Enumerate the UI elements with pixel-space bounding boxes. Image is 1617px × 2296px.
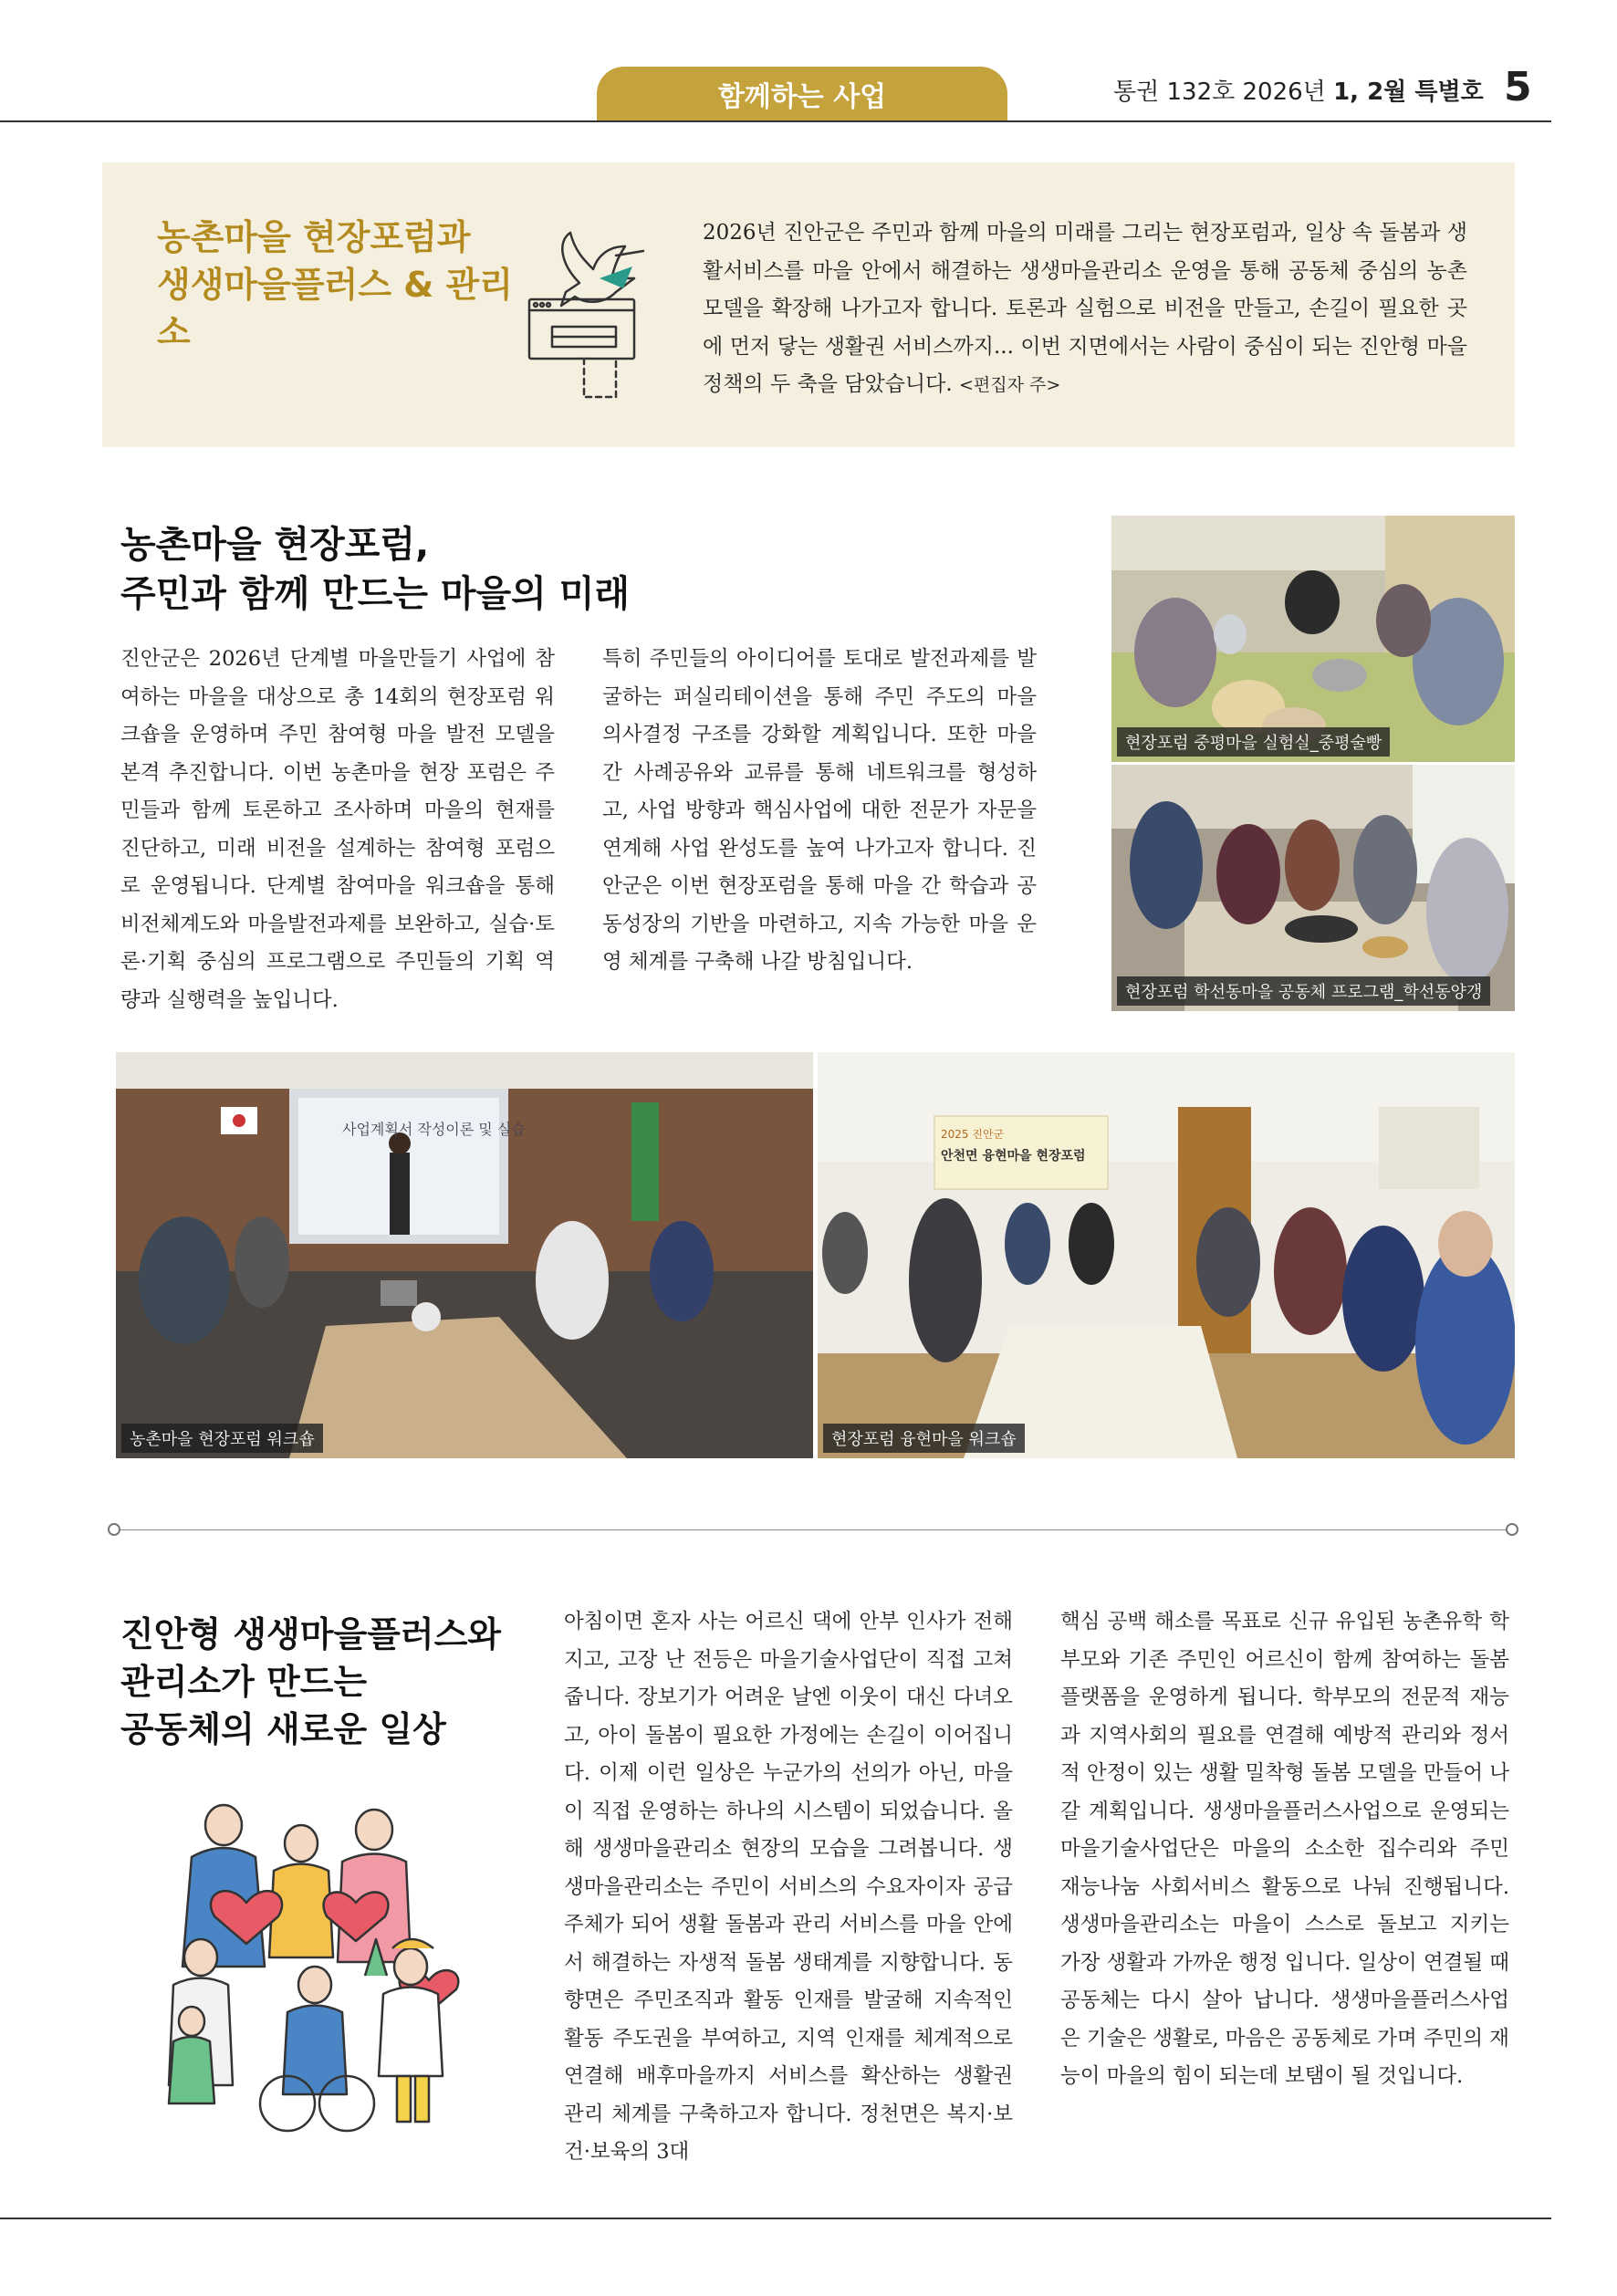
dove-ballot-icon xyxy=(525,228,662,414)
photo-hakseondong-program xyxy=(1111,765,1515,1011)
section1-title xyxy=(120,520,631,619)
intro-title-line2: 생생마을플러스 & 관리소 xyxy=(157,265,513,352)
section-tab xyxy=(597,67,1007,121)
section2-column1: 아침이면 혼자 사는 어르신 댁에 안부 인사가 전해지고, 고장 난 전등은 마을기술사업단이 직접 고쳐줍니다. 장보기가 어려운 날엔 이웃이 대신 다녀오고, 아이 돌봄이 필요한 가정에는 손길이 이어집니다. 이제 이런 일상은 누군가의 선의가 아닌, 마을이 직접 운영하는 하나의 시스템이 되었습니다. 올해 생생마을관리소 현장의 모습을 그려봅니다. 생생마을관리소는 주민이 서비스의 수요자이자 공급 주체가 되어 생활 돌봄과 관리 서비스를 마을 안에서 해결하는 자생적 돌봄 생태계를 지향합니다. 동향면은 주민조직과 활동 인재를 발굴해 지속적인 활동 주도권을 부여하고, 지역 인재를 체계적으로 연결해 배후마을까지 서비스를 확산하는 생활권 관리 체계를 구축하고자 합니다. 정천면은 복지·보건·보육의 3대 xyxy=(564,1610,1013,2164)
photo3-caption: 농촌마을 현장포럼 워크숍 xyxy=(121,1424,323,1453)
section2-title-line2: 관리소가 만드는 xyxy=(120,1662,368,1702)
intro-text xyxy=(703,214,1467,405)
section2-column2: 핵심 공백 해소를 목표로 신규 유입된 농촌유학 학부모와 기존 주민인 어르신이 함께 참여하는 돌봄 플랫폼을 운영하게 됩니다. 학부모의 전문적 재능과 지역사회의 필요를 연결해 예방적 관리와 정서적 안정이 있는 생활 밀착형 돌봄 모델을 만들어 나갈 계획입니다. 생생마을플러스사업으로 운영되는 마을기술사업단은 마을의 소소한 집수리와 주민 재능나눔 사회서비스 활동으로 나눠 진행됩니다. 생생마을관리소는 마을이 스스로 돌보고 지키는 가장 생활과 가까운 행정 입니다. 일상이 연결될 때 공동체는 다시 살아 납니다. 생생마을플러스사업은 기술은 생활로, 마음은 공동체로 가며 주민의 재능이 마을의 힘이 되는데 보탬이 될 것입니다. xyxy=(1060,1610,1509,2088)
photo-workshop-hall xyxy=(116,1052,813,1458)
photo2-caption: 현장포럼 학선동마을 공동체 프로그램_학선동양갱 xyxy=(1117,976,1490,1006)
intro-title-line1: 농촌마을 현장포럼과 xyxy=(157,217,471,257)
header-rule xyxy=(0,120,1551,122)
section1-column2: 특히 주민들의 아이디어를 토대로 발전과제를 발굴하는 퍼실리테이션을 통해 주민 주도의 마을 의사결정 구조를 강화할 계획입니다. 또한 마을 간 사례공유와 교류를 통해 네트워크를 형성하고, 사업 방향과 핵심사업에 대한 전문가 자문을 연계해 사업 완성도를 높여 나가고자 합니다. 진안군은 이번 현장포럼을 통해 마을 간 학습과 공동성장의 기반을 마련하고, 지속 가능한 마을 운영 체계를 구축해 나갈 방침입니다. xyxy=(602,647,1037,974)
banner-text: 안천면 융현마을 현장포럼 xyxy=(941,1149,1086,1164)
issue-special: 1, 2월 특별호 xyxy=(1333,78,1484,106)
section2-title-line1: 진안형 생생마을플러스와 xyxy=(120,1614,502,1654)
editor-note: <편집자 주> xyxy=(958,375,1061,395)
issue-prefix: 통권 132호 2026년 xyxy=(1113,78,1334,106)
section1-column1: 진안군은 2026년 단계별 마을만들기 사업에 참여하는 마을을 대상으로 총 14회의 현장포럼 워크숍을 운영하며 주민 참여형 마을 발전 모델을 본격 추진합니다. 이번 농촌마을 현장 포럼은 주민들과 함께 토론하고 조사하며 마을의 현재를 진단하고, 미래 비전을 설계하는 참여형 포럼으로 운영됩니다. 단계별 참여마을 워크숍을 통해 비전체계도와 마을발전과제를 보완하고, 실습·토론·기획 중심의 프로그램으로 주민들의 기획 역량과 실행력을 높입니다. xyxy=(120,647,555,1012)
section2-title xyxy=(120,1611,522,1753)
intro-body: 2026년 진안군은 주민과 함께 마을의 미래를 그리는 현장포럼과, 일상 속 돌봄과 생활서비스를 마을 안에서 해결하는 생생마을관리소 운영을 통해 공동체 중심의 농촌 모델을 확장해 나가고자 합니다. 토론과 실험으로 비전을 만들고, 손길이 필요한 곳에 먼저 닿는 생활권 서비스까지... 이번 지면에서는 사람이 중심이 되는 진안형 마을정책의 두 축을 담았습니다. xyxy=(703,221,1467,396)
photo4-caption: 현장포럼 융현마을 워크숍 xyxy=(823,1424,1025,1453)
divider-dot-right xyxy=(1506,1523,1518,1536)
issue-info xyxy=(1113,73,1484,107)
section1-title-line1: 농촌마을 현장포럼, xyxy=(120,524,430,566)
page-number: 5 xyxy=(1504,64,1532,110)
section2-title-line3: 공동체의 새로운 일상 xyxy=(120,1709,446,1749)
footer-rule xyxy=(0,2218,1551,2219)
section-label: 함께하는 사업 xyxy=(717,81,887,113)
banner-year: 2025 진안군 xyxy=(941,1128,1005,1141)
divider-dot-left xyxy=(108,1523,120,1536)
photo1-caption: 현장포럼 중평마을 실험실_중평술빵 xyxy=(1117,727,1390,757)
intro-title xyxy=(157,214,540,356)
section-divider xyxy=(116,1529,1515,1530)
community-people-illustration xyxy=(137,1802,511,2144)
photo-yunghyeon-workshop xyxy=(818,1052,1515,1458)
photo-jungpyeong-lab xyxy=(1111,516,1515,762)
section1-title-line2: 주민과 함께 만드는 마을의 미래 xyxy=(120,573,631,615)
screen-text: 사업계획서 작성이론 및 실습 xyxy=(342,1121,526,1138)
